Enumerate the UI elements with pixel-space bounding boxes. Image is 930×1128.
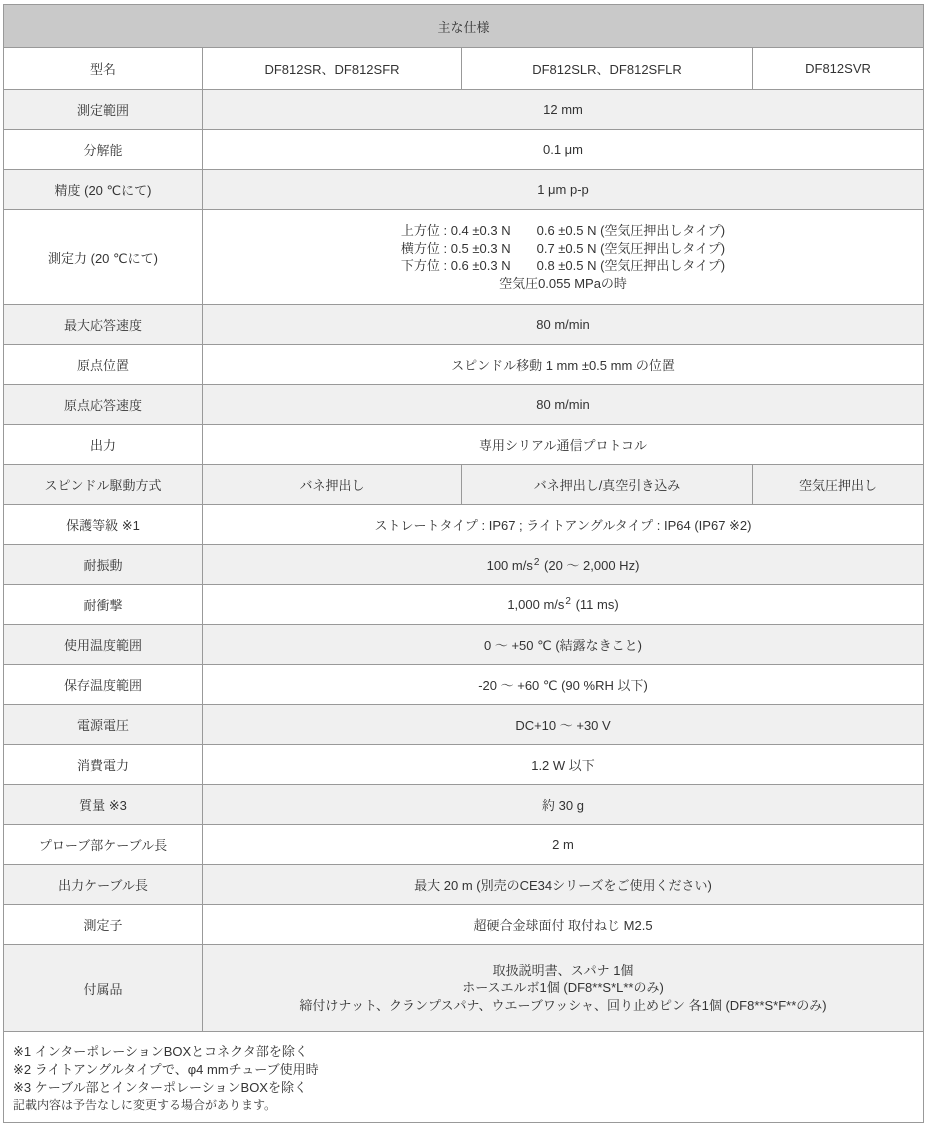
table-row-accessories <box>4 945 924 1032</box>
table-row-origin-position <box>4 345 924 385</box>
row-label-origin-position: 原点位置 <box>4 345 203 385</box>
table-row-max-response-speed <box>4 305 924 345</box>
accessories-line-1: 取扱説明書、スパナ 1個 <box>492 962 634 978</box>
row-label-range: 測定範囲 <box>4 90 203 130</box>
row-label-accessories: 付属品 <box>4 945 203 1032</box>
table-row-output <box>4 425 924 465</box>
row-value-power-consumption: 1.2 W 以下 <box>203 745 924 785</box>
table-row-output-cable-length <box>4 865 924 905</box>
row-label-shock: 耐衝撃 <box>4 585 203 625</box>
row-value-output-cable-length: 最大 20 m (別売のCE34シリーズをご使用ください) <box>203 865 924 905</box>
row-label-origin-response-speed: 原点応答速度 <box>4 385 203 425</box>
table-row-storage-temp <box>4 665 924 705</box>
row-label-probe-cable-length: プローブ部ケーブル長 <box>4 825 203 865</box>
row-label-output: 出力 <box>4 425 203 465</box>
row-value-shock <box>203 585 924 625</box>
footnote-3: ※3 ケーブル部とインターポレーションBOXを除く <box>13 1079 307 1095</box>
row-label-resolution: 分解能 <box>4 130 203 170</box>
row-value-accessories <box>203 945 924 1032</box>
row-value-max-response-speed: 80 m/min <box>203 305 924 345</box>
row-value-spindle-drive-2: バネ押出し/真空引き込み <box>462 465 753 505</box>
row-value-resolution: 0.1 μm <box>203 130 924 170</box>
shock-value-base: 1,000 m/s <box>507 597 565 612</box>
row-label-vibration: 耐振動 <box>4 545 203 585</box>
measuring-force-line-up: 上方位 : 0.4 ±0.3 N 0.6 ±0.5 N (空気圧押出しタイプ) <box>400 223 726 238</box>
row-value-origin-response-speed: 80 m/min <box>203 385 924 425</box>
table-row-power-voltage <box>4 705 924 745</box>
measuring-force-line-airpressure: 空気圧0.055 MPaの時 <box>499 275 627 291</box>
disclaimer-text: 記載内容は予告なしに変更する場合があります。 <box>13 1097 277 1112</box>
table-row-operating-temp <box>4 625 924 665</box>
footnote-1: ※1 インターポレーションBOXとコネクタ部を除く <box>13 1043 308 1059</box>
table-header-row <box>4 5 924 48</box>
vibration-value-rest: (20 ～ 2,000 Hz) <box>540 558 640 573</box>
row-label-stylus: 測定子 <box>4 905 203 945</box>
spec-table <box>3 4 924 1123</box>
accessories-line-2: ホースエルボ1個 (DF8**S*L**のみ) <box>462 980 664 996</box>
table-row-mass <box>4 785 924 825</box>
table-row-power-consumption <box>4 745 924 785</box>
row-label-max-response-speed: 最大応答速度 <box>4 305 203 345</box>
table-row-resolution <box>4 130 924 170</box>
row-value-probe-cable-length: 2 m <box>203 825 924 865</box>
table-row-range <box>4 90 924 130</box>
vibration-value-base: 100 m/s <box>486 558 533 573</box>
table-row-probe-cable-length <box>4 825 924 865</box>
row-label-spindle-drive: スピンドル駆動方式 <box>4 465 203 505</box>
row-label-mass: 質量 ※3 <box>4 785 203 825</box>
table-title: 主な仕様 <box>4 5 924 48</box>
row-label-accuracy: 精度 (20 ℃にて) <box>4 170 203 210</box>
row-value-spindle-drive-3: 空気圧押出し <box>753 465 924 505</box>
row-label-storage-temp: 保存温度範囲 <box>4 665 203 705</box>
table-row-model <box>4 48 924 90</box>
footnote-2: ※2 ライトアングルタイプで、φ4 mmチューブ使用時 <box>13 1061 319 1077</box>
row-value-output: 専用シリアル通信プロトコル <box>203 425 924 465</box>
vibration-superscript: 2 <box>533 556 540 568</box>
row-value-power-voltage: DC+10 ～ +30 V <box>203 705 924 745</box>
shock-value-rest: (11 ms) <box>571 597 619 612</box>
row-value-model-3: DF812SVR <box>753 48 924 90</box>
row-label-protection: 保護等級 ※1 <box>4 505 203 545</box>
table-row-measuring-force <box>4 210 924 305</box>
row-value-protection: ストレートタイプ : IP67 ; ライトアングルタイプ : IP64 (IP67 ※2) <box>203 505 924 545</box>
table-footnotes-row <box>4 1032 924 1123</box>
shock-superscript: 2 <box>565 595 571 607</box>
row-value-accuracy: 1 μm p-p <box>203 170 924 210</box>
table-row-protection <box>4 505 924 545</box>
row-label-operating-temp: 使用温度範囲 <box>4 625 203 665</box>
row-label-power-consumption: 消費電力 <box>4 745 203 785</box>
accessories-line-3: 締付けナット、クランプスパナ、ウエーブワッシャ、回り止めピン 各1個 (DF8**S*F**のみ) <box>299 997 827 1013</box>
row-value-origin-position: スピンドル移動 1 mm ±0.5 mm の位置 <box>203 345 924 385</box>
row-value-mass: 約 30 g <box>203 785 924 825</box>
row-label-output-cable-length: 出力ケーブル長 <box>4 865 203 905</box>
measuring-force-line-down: 下方位 : 0.6 ±0.3 N 0.8 ±0.5 N (空気圧押出しタイプ) <box>400 258 726 273</box>
row-value-operating-temp: 0 ～ +50 ℃ (結露なきこと) <box>203 625 924 665</box>
row-value-measuring-force <box>203 210 924 305</box>
row-value-model-2: DF812SLR、DF812SFLR <box>462 48 753 90</box>
table-row-shock <box>4 585 924 625</box>
table-row-spindle-drive <box>4 465 924 505</box>
row-label-measuring-force: 測定力 (20 ℃にて) <box>4 210 203 305</box>
row-value-model-1: DF812SR、DF812SFR <box>203 48 462 90</box>
table-row-vibration <box>4 545 924 585</box>
row-value-range: 12 mm <box>203 90 924 130</box>
table-row-accuracy <box>4 170 924 210</box>
row-value-vibration <box>203 545 924 585</box>
row-value-spindle-drive-1: バネ押出し <box>203 465 462 505</box>
row-value-storage-temp: -20 ～ +60 ℃ (90 %RH 以下) <box>203 665 924 705</box>
row-label-model: 型名 <box>4 48 203 90</box>
table-row-origin-response-speed <box>4 385 924 425</box>
row-value-stylus: 超硬合金球面付 取付ねじ M2.5 <box>203 905 924 945</box>
row-label-power-voltage: 電源電圧 <box>4 705 203 745</box>
measuring-force-line-side: 横方位 : 0.5 ±0.3 N 0.7 ±0.5 N (空気圧押出しタイプ) <box>400 240 726 256</box>
table-row-stylus <box>4 905 924 945</box>
footnotes-cell <box>4 1032 924 1123</box>
